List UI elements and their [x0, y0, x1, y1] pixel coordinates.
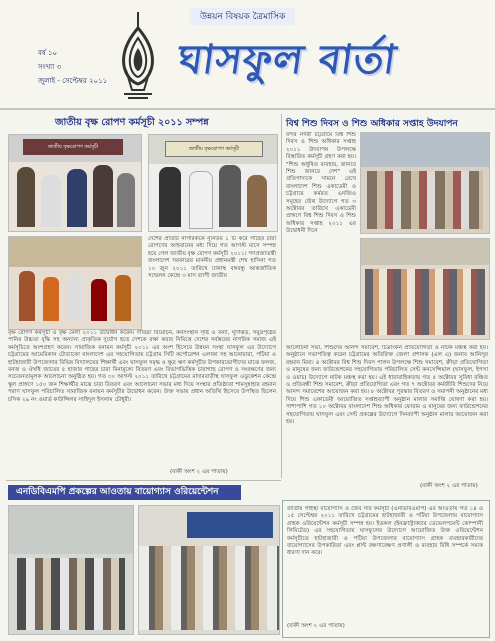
tree-plantation-photo-3 [8, 236, 142, 330]
section-divider [6, 480, 281, 481]
child-rights-photo-2 [360, 238, 490, 340]
masthead-subtitle: উন্নয়ন বিষয়ক ত্রৈমাসিক [190, 8, 295, 25]
tree-plantation-photo-2 [148, 134, 278, 232]
biogas-article-continued: (বাকী অংশ ২ এর পাতায়) [287, 623, 345, 629]
biogas-orientation-photo-2 [138, 505, 280, 635]
right-article-headline: বিশ্ব শিশু দিবস ও শিশু অধিকার সপ্তাহ উদযাপন [286, 119, 458, 129]
issue-date: জুলাই - সেপ্টেম্বর ২০১১ [38, 77, 108, 85]
left-article-intro: দেশের প্রতিটি নাগরিককে ন্যূনতম ১ টি করে গাছের চারা রোপণের আহবানের মধ্য দিয়ে গত আগস্ট মাসে সম্পন্ন হয়ে গেল জাতীয় বৃক্ষ রোপণ কর্মসূচী ২০১১। গণপ্রজাতন্ত্রী বাংলাদেশ সরকারের মাননীয় প্রধানমন্ত্রী শেখ হাসিনা গত ১০ জুন ২০১১ তারিখে ঢাকাস্থ বঙ্গবন্ধু আন্তর্জাতিক সম্মেলন কেন্দ্রে ৩ মাস ব্যাপী জাতীয় [148, 236, 276, 280]
bottom-left-headline: এনডিবিএমপি প্রকল্পের আওতায় বায়োগ্যাস ওরিয়েন্টেশন [8, 485, 241, 500]
volume-label: বর্ষ ১০ [38, 49, 58, 57]
masthead-title: ঘাসফুল বার্তা [174, 36, 400, 83]
issue-info [38, 48, 107, 90]
masthead [0, 0, 495, 110]
left-article-continued: (বাকী অংশ ২ এর পাতায়) [170, 469, 228, 475]
child-rights-photo-1 [360, 132, 490, 234]
tree-plantation-photo-1 [8, 134, 142, 232]
biogas-article-body: জাতীয় গার্হস্থ্য বায়োগ্যাস ও জৈব সার কর্মসূচী (এনডিবিএমপি) এর আওতায় গত ১৪ ও ১৫ সেপ্টেম্বর ২০১১ তারিখে চট্টগ্রামের হাটহাজারী ও পটিয়া উপজেলায় বায়োগ্যাস গ্রাহক ওরিয়েন্টেশন কর্মসূচী সম্পন্ন হয়। ইডকল (ইনফ্রাস্ট্রাকচার ডেভেলপমেন্ট কোম্পানী লিমিটেড) এর সহযোগিতায় ঘাসফুলের উদ্যোগে আয়োজিত উক্ত ওরিয়েন্টেশন কর্মসূচীতে হাটহাজারী ও পটিয়া উপজেলার বায়োগ্যাস গ্রাহক ব্যবহারকারীদের বায়োগ্যাসের উপকারিতা এবং প্লান্ট রক্ষণাবেক্ষণ প্রণালী ও ব্যবহার বিধি সম্পর্কে সম্যক ধারণা দান করে। [287, 506, 483, 557]
right-article-body: আলোচনা সভা, শিশুদের আনন্দ সমাবেশ, চিত্রাংকন প্রতিযোগিতা ও নাটক মঞ্চস্থ করা হয়। অনুষ্ঠানে সভাপতিত্ব করেন চট্টগ্রামের অতিরিক্ত জেলা প্রশাসক (এল এ) জনাব আনিসুর রহমান মিয়া। ৪ অক্টোবর বিশ্ব শিশু দিবস পালন উপলক্ষে শিশু সমাবেশ, ক্রীড়া প্রতিযোগিতা ও মানুষের জন্য ফাউন্ডেশনের সহযোগিতায় পরিচালিত সেন্ট কনসেন্সিয়াল (ঘাসফুল, ইপসা ও ওয়াচ) উদ্যোগে নাটক মঞ্চস্থ করা হয়। এই ধারাবাহিকতায় গত ৫ অক্টোবর সুবিধা বঞ্চিত ও প্রতিবন্ধী শিশু সমাবেশ, ক্রীড়া প্রতিযোগিতা এবং গত ৭ অক্টোবর কর্মজীবি শিশুদের নিয়ে আনন্দ সমাবেশের আয়োজন করা হয়। ৮ অক্টোবর পুরস্কার বিতরণ ও সমাপনী অনুষ্ঠানের মধ্য দিয়ে শিশু একাডেমী আয়োজিত সপ্তাহব্যাপী অনুষ্ঠান মালার সমাপ্তি ঘোষণা করা হয়। পাশাপাশি গত ১০ অক্টোবর বাংলাদেশ শিশু অধিকার ফোরাম ও মানুষের জন্য ফাউন্ডেশনের সহযোগিতায় ঘাসফুল এবং সেন্ট প্রকল্পের উদ্যোগে দিনব্যাপী অনুষ্ঠান মালার আয়োজন করা হয়। [286, 345, 488, 426]
photo-banner: জাতীয় বৃক্ষরোপণ কর্মসূচী [23, 139, 123, 155]
right-article-column1: বন্দর নগরী চট্টগ্রামে বিশ্ব শিশু দিবস ও শিশু অধিকার সপ্তাহ ২০১১ উদযাপন উপলক্ষে বিস্তারিত কর্মসূচী গ্রহণ করা হয়। "শিশু অধুষিত ব্যবহার, জানবে শিশু জানবে দেশ" এই প্রতিপাদ্যকে সামনে রেখে বাংলাদেশ শিশু একাডেমী ও চট্টগ্রামে কর্মরত এনজিও সমূহের যৌথ উদ্যোগে গত ৩ অক্টোবর তারিখে একাডেমী প্রাঙ্গণে বিশ্ব শিশু দিবস ও শিশু অধিকার সপ্তাহ ২০১১ এর উদ্বোধনী দিনে [286, 132, 356, 235]
issue-number: সংখ্যা ৩ [38, 63, 62, 71]
left-article-body: বৃক্ষ রোপণ কর্মসূচী ও বৃক্ষ মেলা ২০১১ উদ্বোধন করেন। দারিদ্র্য বিমোচন, কর্মসংস্থান সৃষ্টি ও বন্যা, ঘূর্ণিঝড়, সমুদ্রপৃষ্ঠের পানির উচ্চতা বৃদ্ধি সহ অন্যান্য প্রাকৃতিক দুর্যোগ হতে দেশকে রক্ষা করার নিমিত্তে দেশের সর্বস্তরের নাগরিক সমাজ এই কর্মসূচিতে অংশগ্রহণ করেন। সামাজিক বনায়ন কর্মসূচী ২০১১ এর অংশ হিসেবে উন্নয়ন সংস্থা ঘাসফুল এর উদ্যোগে চট্টগ্রামের আমেরিকান টোব্যাকো বাংলাদেশ এর সহযোগিতায় চট্টগ্রাম সিটি কর্পোরেশন এলাকা সহ আনোয়ারা, পটিয়া ও হাটহাজারী উপজেলার বিভিন্ন বিদ্যালয়ের শিক্ষার্থী এবং ঘাসফুল সমৃদ্ধ ও ক্ষুদ্র ঋণ কর্মসূচীর উপকারভোগীদের মাঝে ফলজ, বনজ ও ঔষধি জাতের ৫ হাজার গাছের চারা বিনামূল্যে বিতরণ এবং বিভাগভিত্তিক চারাগাছ রোপণ ও সংরক্ষণের জন্য সচেতনতামূলক আলোচনা অনুষ্ঠিত হয়। গত ৩০ আগস্ট ২০১১ তারিখে চট্টগ্রামের মাদারবাড়ীস্থ ঘাসফুল এডুকেশন কেন্দ্রে স্কুল প্রাঙ্গণে ১৫০ জন শিক্ষার্থীর মাঝে চারা বিতরণ এবং আলোচনা সভার মধ্য দিয়ে সংস্থার প্রতিষ্ঠাতা শামসুন্নাহার রহমান পরাণ ঘাসফুল পরিচালিত সামাজিক বনায়ন কর্মসূচীর উদ্বোধন করেন। উক্ত সভায় প্রধান অতিথি হিসেবে উপস্থিত ছিলেন চসিক ২৯ নং ওয়ার্ড কাউন্সিলর সাহিদুল ইসলাম চৌধুরী। [8, 330, 276, 403]
column-divider [281, 114, 282, 478]
masthead-divider [0, 108, 495, 110]
organization-logo-icon [112, 10, 164, 102]
biogas-orientation-photo-1 [8, 505, 134, 635]
right-article-continued: (বাকী অংশ ২ এর পাতায়) [420, 483, 478, 489]
photo-banner: জাতীয় বৃক্ষরোপণ কর্মসূচী [165, 141, 263, 157]
left-article-headline: জাতীয় বৃক্ষ রোপণ কর্মসূচী ২০১১ সম্পন্ন [55, 117, 209, 128]
